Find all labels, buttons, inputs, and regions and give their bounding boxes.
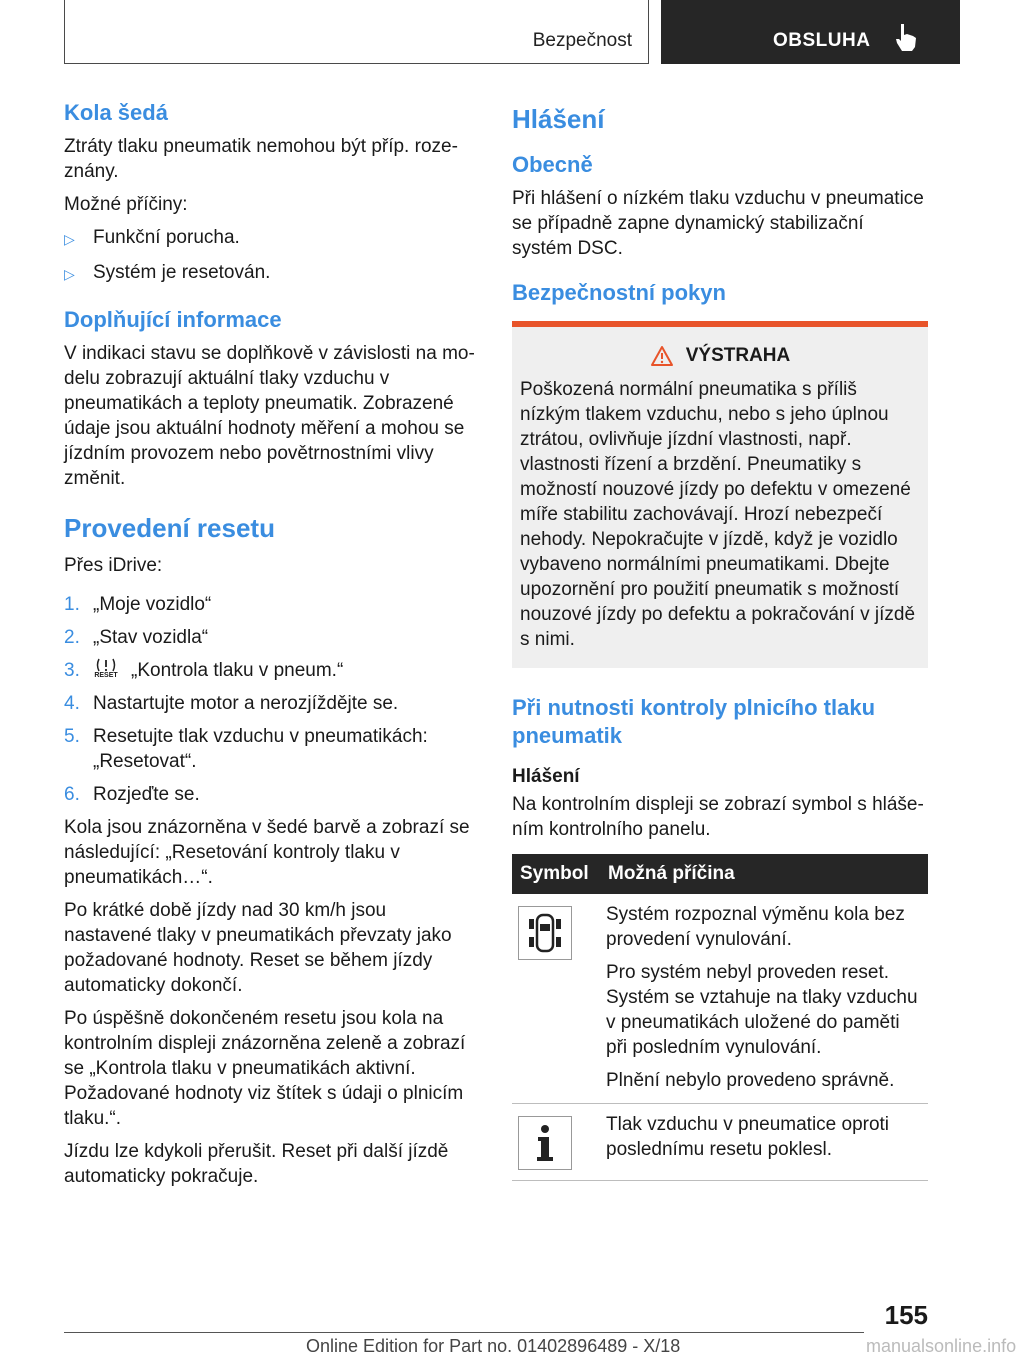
symbol-cell: [512, 894, 600, 1104]
table-row: [512, 894, 928, 1104]
causes-label: Možné příčiny:: [64, 194, 188, 215]
step-text: Nastartujte motor a nerozjíždějte se.: [93, 693, 399, 714]
step-number: 1.: [64, 594, 80, 615]
symbol-table: [512, 854, 928, 1181]
list-item: [64, 260, 478, 287]
step-item: [64, 592, 478, 617]
heading-pressure-check: Při nutnosti kontroly plnicího tlaku pneumatik: [512, 695, 876, 748]
step-text: Resetujte tlak vzduchu v pneumatikách: „Resetovat“.: [93, 726, 428, 772]
warning-title-text: VÝSTRAHA: [685, 345, 791, 366]
header-frame: [64, 0, 649, 64]
warning-triangle-icon: [650, 345, 674, 367]
step-number: 2.: [64, 627, 80, 648]
step-text: „Kontrola tlaku v pneum.“: [131, 660, 344, 681]
list-item: [64, 225, 478, 252]
table-row: [512, 1104, 928, 1181]
text-general: Při hlášení o nízkém tlaku vzduchu v pneumatice se případně zapne dynamický stabilizační systém DSC.: [512, 188, 924, 259]
subheading-message: Hlášení: [512, 766, 580, 787]
col-header-symbol: Symbol: [512, 854, 600, 894]
heading-additional-info: Doplňující informace: [64, 307, 282, 332]
header-section-title: Bezpečnost: [532, 30, 632, 51]
car-wheels-icon: [518, 906, 572, 960]
tire-pressure-icon: [95, 658, 117, 672]
step-number: 3.: [64, 660, 80, 681]
cause-cell: [600, 1104, 928, 1181]
step-number: 4.: [64, 693, 80, 714]
text-after-reset-1: Kola jsou znázorněna v šedé barvě a zobrazí se následující: „Resetování kontroly tlaku v pneumatikách…“.: [64, 817, 470, 888]
text-idrive: Přes iDrive:: [64, 555, 163, 576]
step-number: 5.: [64, 726, 80, 747]
text-pressure-check: Na kontrolním displeji se zobrazí symbol s hlášením kontrolního panelu.: [512, 794, 924, 840]
cause-text: Plnění nebylo provedeno správně.: [606, 1070, 895, 1091]
reset-icon-label: RESET: [94, 672, 118, 679]
footer-watermark: manualsonline.info: [866, 1336, 1016, 1356]
cause-text: Tlak vzduchu v pneumatice oproti poslednímu resetu poklesl.: [606, 1114, 890, 1160]
triangle-bullet-icon: ▷: [64, 266, 75, 282]
warning-title: [520, 345, 920, 367]
step-item: [64, 782, 478, 807]
step-number: 6.: [64, 784, 80, 805]
text-after-reset-4: Jízdu lze kdykoli přerušit. Reset při další jízdě automaticky pokračuje.: [64, 1141, 449, 1187]
list-item-text: Systém je resetován.: [93, 262, 271, 283]
step-item: [64, 691, 478, 716]
step-text: „Moje vozidlo“: [93, 594, 212, 615]
chapter-tab-label: OBSLUHA: [773, 30, 871, 51]
step-item: [64, 724, 478, 774]
page-number: 155: [884, 1300, 928, 1330]
text-after-reset-3: Po úspěšně dokončeném resetu jsou kola na kontrolním displeji znázorněna zeleně a zobrazí se „Kontrola tlaku v pneumatikách aktivní. Požadované hodnoty viz štítek s údaji o plnicím tlaku.“.: [64, 1008, 466, 1129]
left-column: [64, 100, 478, 1197]
warning-text: Poškozená normální pneumatika s příliš nízkým tlakem vzduchu, nebo s jeho úplnou ztrátou, ovlivňuje jízdní vlastnosti, např. vlastnosti řízení a brzdění. Pneumatiky s možností nouzové jízdy po defektu v omezené míře stabilitu zachovávají. Hrozí nebezpečí nehody. Nepokračujte v jízdě, když je vozidlo vybaveno normálními pneumatikami. Dbejte upozornění pro použití pneumatik s možností nouzové jízdy po defektu a pokračování v jízdě s nimi.: [520, 379, 916, 650]
triangle-bullet-icon: ▷: [64, 231, 75, 247]
text-grey: Ztráty tlaku pneumatik nemohou být příp. rozeznány.: [64, 136, 458, 182]
text-additional-info: V indikaci stavu se doplňkově v závislosti na modelu zobrazují aktuální tlaky vzduchu v pneumatikách a teploty pneumatik. Zobrazené údaje jsou aktuální hodnoty měření a mohou se jízdním provozem nebo povětrnostními vlivy změnit.: [64, 343, 475, 489]
heading-general: Obecně: [512, 152, 593, 177]
footer-divider: [64, 1332, 864, 1333]
text-after-reset-2: Po krátké době jízdy nad 30 km/h jsou nastavené tlaky v pneumatikách převzaty jako požadované hodnoty. Reset se během jízdy automaticky dokončí.: [64, 900, 452, 996]
list-item-text: Funkční porucha.: [93, 227, 240, 248]
pointing-hand-icon: [893, 22, 919, 52]
cause-text: Systém rozpoznal výměnu kola bez provedení vynulování.: [606, 904, 905, 950]
cause-cell: [600, 894, 928, 1104]
step-text: „Stav vozidla“: [93, 627, 209, 648]
chapter-tab[interactable]: [661, 0, 960, 64]
table-header-row: [512, 854, 928, 894]
tire-reset-icon: [93, 658, 119, 683]
symbol-cell: [512, 1104, 600, 1181]
warning-box: [512, 321, 928, 668]
heading-reset: Provedení resetu: [64, 513, 275, 543]
heading-safety-note: Bezpečnostní pokyn: [512, 280, 726, 305]
step-text: Rozjeďte se.: [93, 784, 200, 805]
heading-wheels-grey: Kola šedá: [64, 100, 168, 125]
info-icon: [518, 1116, 572, 1170]
footer-edition: Online Edition for Part no. 01402896489 - X/18: [306, 1336, 681, 1356]
col-header-cause: Možná příčina: [600, 854, 928, 894]
cause-text: Pro systém nebyl proveden reset. Systém se vztahuje na tlaky vzduchu v pneumatikách uložené do paměti při posledním vynulování.: [606, 962, 918, 1058]
step-item: [64, 658, 478, 683]
step-item: [64, 625, 478, 650]
right-column: [512, 100, 928, 1181]
heading-messages: Hlášení: [512, 104, 605, 134]
